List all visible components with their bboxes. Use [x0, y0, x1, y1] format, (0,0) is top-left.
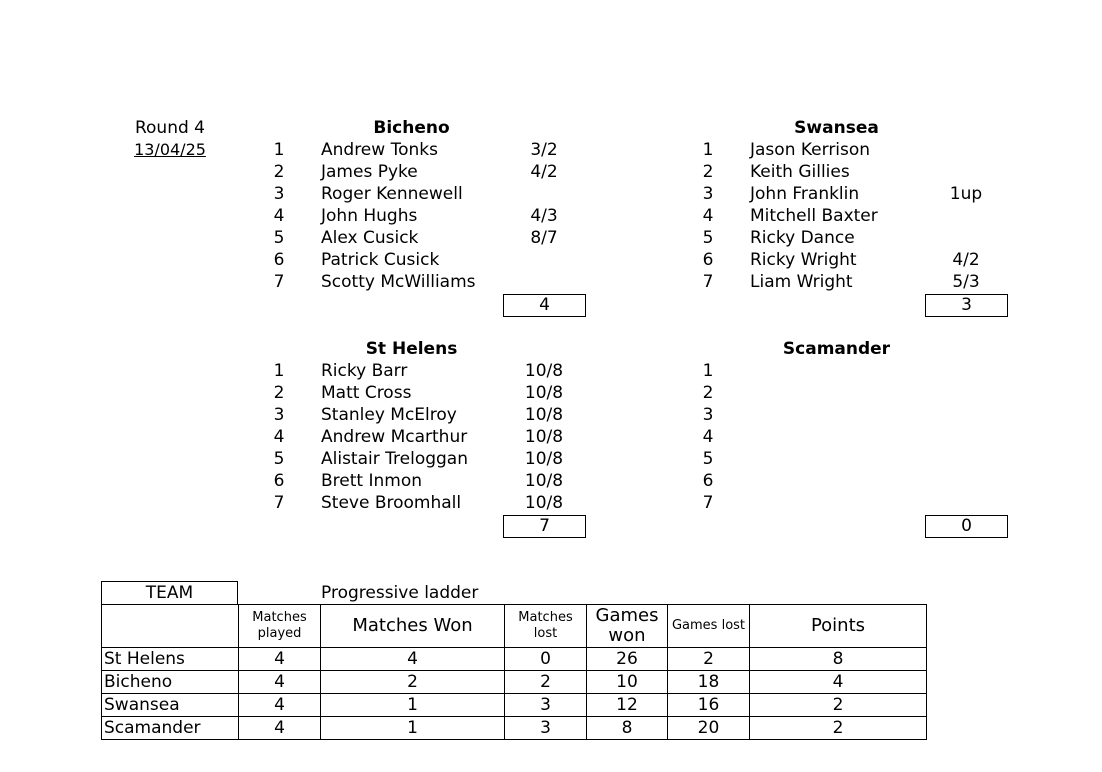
col-games-won: Games won	[587, 605, 668, 648]
cell-games-lost: 2	[668, 648, 750, 671]
player-score: 10/8	[524, 405, 564, 425]
team-title: St Helens	[365, 339, 458, 359]
player-number: 6	[273, 471, 285, 491]
player-number: 5	[273, 449, 285, 469]
ladder-title: Progressive ladder	[321, 583, 479, 603]
cell-lost: 3	[505, 717, 587, 740]
cell-games-lost: 18	[668, 671, 750, 694]
cell-points: 4	[750, 671, 927, 694]
player-number: 4	[702, 206, 714, 226]
team-total: 4	[503, 294, 586, 317]
cell-won: 1	[321, 694, 505, 717]
player-number: 1	[273, 361, 285, 381]
ladder-team-label: TEAM	[101, 581, 238, 605]
player-name: Ricky Dance	[750, 228, 855, 248]
ladder-table	[101, 604, 927, 740]
round-date: 13/04/25	[134, 140, 206, 159]
cell-lost: 2	[505, 671, 587, 694]
table-row	[102, 717, 927, 740]
player-name: Mitchell Baxter	[750, 206, 878, 226]
col-matches-lost: Matches lost	[505, 605, 587, 648]
player-score: 10/8	[524, 427, 564, 447]
player-number: 5	[702, 449, 714, 469]
player-number: 4	[273, 206, 285, 226]
cell-points: 2	[750, 694, 927, 717]
cell-games-lost: 16	[668, 694, 750, 717]
player-score: 4/3	[530, 206, 558, 226]
cell-won: 4	[321, 648, 505, 671]
cell-played: 4	[239, 717, 321, 740]
team-title: Scamander	[782, 339, 891, 359]
player-name: Jason Kerrison	[750, 140, 871, 160]
cell-team: Swansea	[102, 694, 239, 717]
player-name: Scotty McWilliams	[321, 272, 476, 292]
player-name: Matt Cross	[321, 383, 412, 403]
team-total: 0	[925, 515, 1008, 538]
cell-lost: 0	[505, 648, 587, 671]
player-name: Brett Inmon	[321, 471, 422, 491]
player-name: John Franklin	[750, 184, 860, 204]
player-score: 10/8	[524, 471, 564, 491]
player-number: 3	[273, 184, 285, 204]
player-number: 7	[273, 272, 285, 292]
player-number: 7	[273, 493, 285, 513]
player-name: Ricky Barr	[321, 361, 408, 381]
team-title: Bicheno	[373, 118, 450, 138]
player-name: Steve Broomhall	[321, 493, 462, 513]
player-number: 1	[702, 361, 714, 381]
player-number: 4	[273, 427, 285, 447]
player-score: 10/8	[524, 383, 564, 403]
player-number: 2	[702, 162, 714, 182]
player-score: 10/8	[524, 449, 564, 469]
player-name: Stanley McElroy	[321, 405, 457, 425]
cell-played: 4	[239, 694, 321, 717]
cell-team: Scamander	[102, 717, 239, 740]
player-name: Andrew Mcarthur	[321, 427, 468, 447]
player-name: Liam Wright	[750, 272, 853, 292]
player-name: Keith Gillies	[750, 162, 850, 182]
player-number: 1	[273, 140, 285, 160]
player-number: 7	[702, 493, 714, 513]
player-score: 8/7	[530, 228, 558, 248]
cell-games-won: 10	[587, 671, 668, 694]
table-row	[102, 694, 927, 717]
player-number: 2	[273, 383, 285, 403]
col-games-lost: Games lost	[668, 605, 750, 648]
player-number: 3	[273, 405, 285, 425]
player-number: 2	[702, 383, 714, 403]
player-name: Patrick Cusick	[321, 250, 440, 270]
cell-lost: 3	[505, 694, 587, 717]
cell-played: 4	[239, 648, 321, 671]
cell-won: 1	[321, 717, 505, 740]
player-name: Alex Cusick	[321, 228, 419, 248]
team-total: 3	[925, 294, 1008, 317]
player-number: 3	[702, 184, 714, 204]
player-name: Roger Kennewell	[321, 184, 463, 204]
team-title: Swansea	[794, 118, 879, 138]
player-number: 1	[702, 140, 714, 160]
cell-won: 2	[321, 671, 505, 694]
player-number: 6	[702, 471, 714, 491]
player-number: 7	[702, 272, 714, 292]
cell-team: St Helens	[102, 648, 239, 671]
ladder-header-row	[102, 605, 927, 648]
cell-played: 4	[239, 671, 321, 694]
player-number: 5	[273, 228, 285, 248]
cell-points: 2	[750, 717, 927, 740]
cell-games-lost: 20	[668, 717, 750, 740]
player-score: 5/3	[952, 272, 980, 292]
team-total: 7	[503, 515, 586, 538]
round-label: Round 4	[134, 118, 205, 138]
player-number: 2	[273, 162, 285, 182]
cell-games-won: 12	[587, 694, 668, 717]
col-matches-won: Matches Won	[321, 605, 505, 648]
player-name: John Hughs	[321, 206, 418, 226]
cell-team: Bicheno	[102, 671, 239, 694]
col-points: Points	[750, 605, 927, 648]
ladder-header-team-cell	[102, 605, 239, 648]
col-matches-played: Matches played	[239, 605, 321, 648]
player-number: 6	[273, 250, 285, 270]
table-row	[102, 671, 927, 694]
table-row	[102, 648, 927, 671]
player-name: Alistair Treloggan	[321, 449, 468, 469]
player-name: Andrew Tonks	[321, 140, 438, 160]
cell-games-won: 8	[587, 717, 668, 740]
player-score: 4/2	[952, 250, 980, 270]
player-name: James Pyke	[321, 162, 418, 182]
player-number: 5	[702, 228, 714, 248]
cell-games-won: 26	[587, 648, 668, 671]
player-score: 4/2	[530, 162, 558, 182]
player-number: 3	[702, 405, 714, 425]
player-number: 6	[702, 250, 714, 270]
player-number: 4	[702, 427, 714, 447]
player-score: 3/2	[530, 140, 558, 160]
player-score: 10/8	[524, 361, 564, 381]
player-score: 1up	[949, 184, 983, 204]
player-score: 10/8	[524, 493, 564, 513]
cell-points: 8	[750, 648, 927, 671]
player-name: Ricky Wright	[750, 250, 857, 270]
